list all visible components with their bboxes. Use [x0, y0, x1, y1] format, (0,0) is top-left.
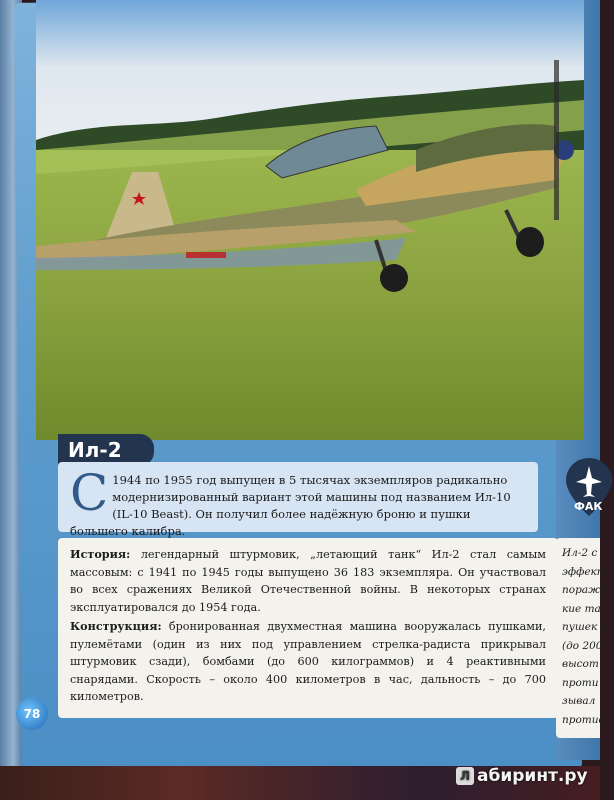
page-number: 78 — [16, 698, 48, 730]
watermark-text: абиринт.ру — [477, 766, 588, 786]
side-line: (до 200 — [562, 639, 603, 652]
watermark — [456, 766, 588, 786]
side-line: против — [562, 713, 605, 726]
construction-label: Конструкция: — [70, 619, 162, 633]
intro-box — [58, 462, 538, 538]
construction-text: бронированная двухместная машина вооружалась пушками, пулемётами (один из них под управлением стрелка-радиста прикрывал штурмовик сзади), бомбами (до 600 килограммов) и 4 реактивными снарядами. Скорость – около 400 километров в час, дальность – до 700 километров. — [70, 620, 546, 703]
main-text-box — [58, 538, 558, 718]
side-line: Ил-2 с — [562, 547, 598, 559]
history-paragraph — [70, 546, 546, 616]
side-line: кие та — [562, 602, 601, 615]
side-line: эффект — [562, 565, 607, 578]
history-text: легендарный штурмовик, „летающий танк“ Ил-2 стал самым массовым: с 1941 по 1945 годы выпущено 36 183 экземпляра. Он участвовал во всех сражениях Великой Отечественной войны. В некоторых странах эксплуатировался до 1954 года. — [70, 548, 546, 614]
side-line: поража — [562, 584, 607, 596]
intro-text: 1944 по 1955 год выпущен в 5 тысячах экземпляров радикально модернизированный вариант этой машины под названием Ил-10 (IL-10 Beast). Он получил более надёжную броню и пушки большего калибра. — [70, 473, 511, 538]
fact-badge-label: ФАК — [574, 500, 603, 513]
history-label: История: — [70, 547, 131, 561]
construction-paragraph — [70, 618, 546, 706]
side-line: пушек с — [562, 621, 607, 633]
side-line: проти — [562, 676, 599, 689]
article-title: Ил-2 — [58, 434, 154, 466]
side-line: высот — [562, 658, 599, 670]
side-fact-box — [556, 538, 607, 738]
side-line: зывал — [562, 695, 596, 707]
dropcap-letter: С — [70, 464, 109, 522]
labirint-logo-icon: Л — [456, 767, 474, 785]
aircraft-photo — [36, 0, 584, 440]
